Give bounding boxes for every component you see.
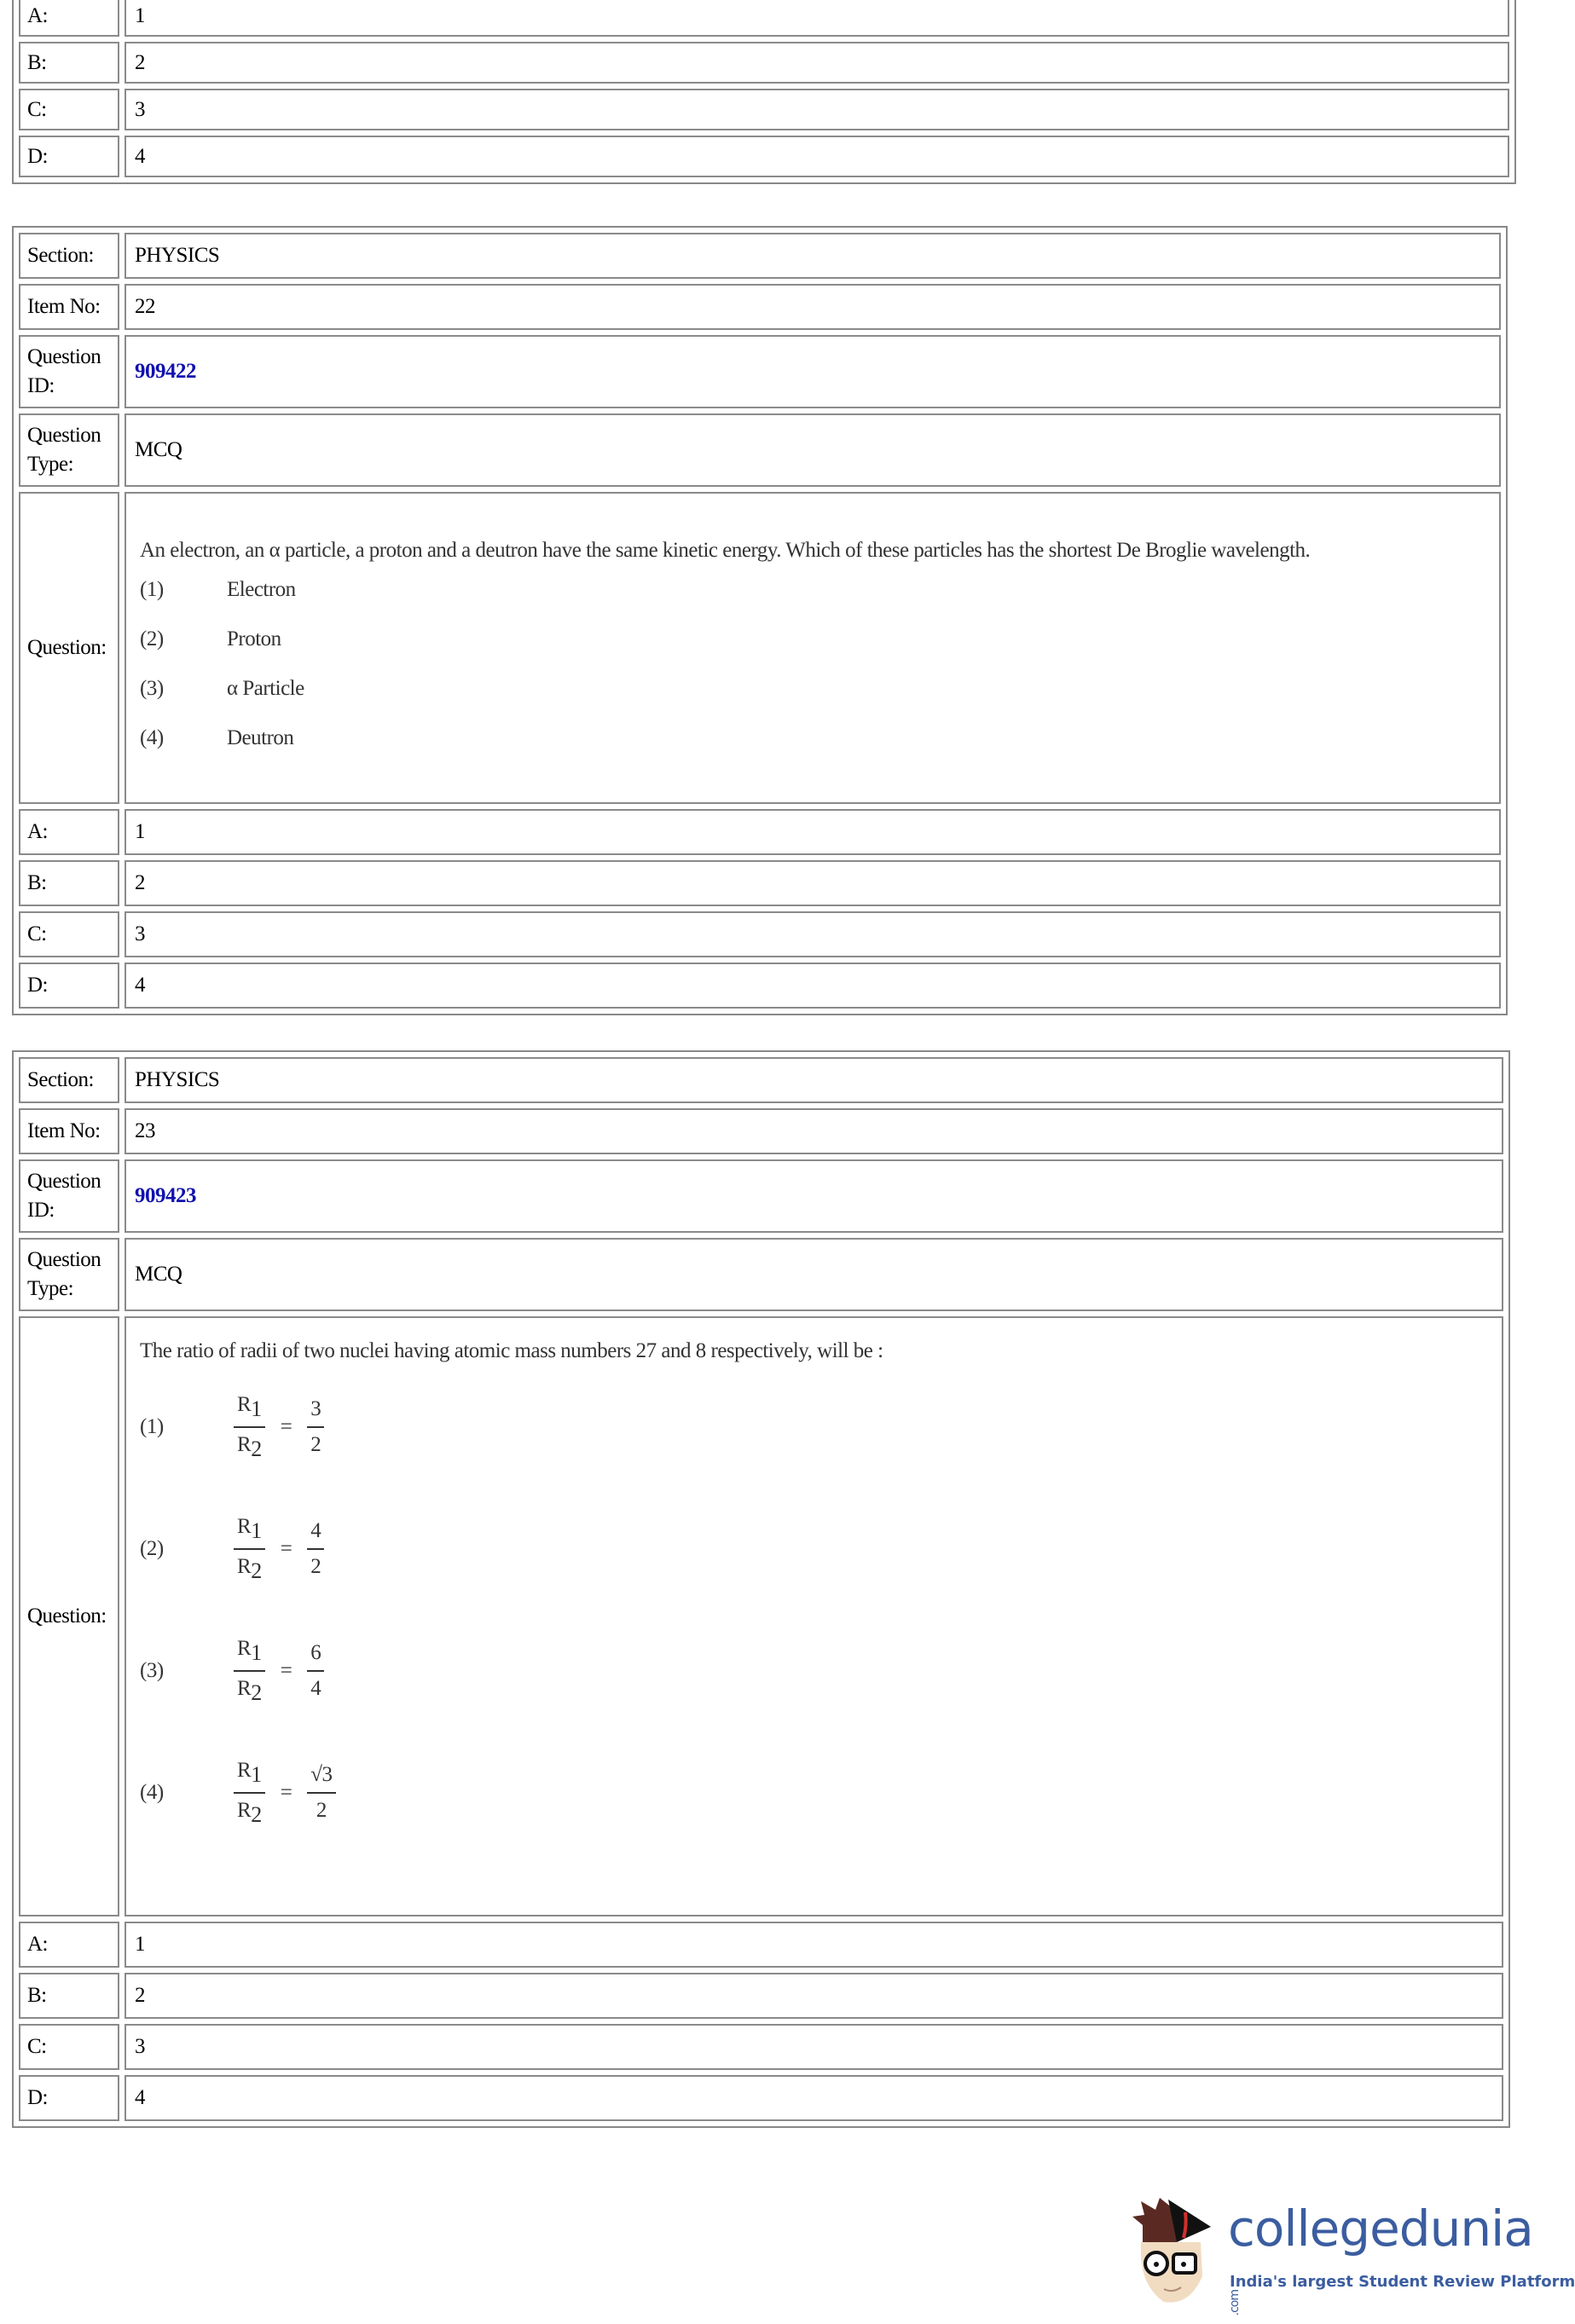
question-id: 909422	[124, 335, 1501, 408]
section-label: Section:	[19, 1057, 119, 1103]
answer-label: D:	[19, 136, 119, 177]
lhs-numerator: R	[237, 1392, 252, 1416]
answer-label: C:	[19, 89, 119, 130]
item-value: 23	[124, 1108, 1503, 1154]
answer-row-b	[19, 1973, 1503, 2019]
ratio-rhs	[307, 1392, 324, 1462]
ratio-rhs	[307, 1636, 324, 1706]
question-content	[124, 492, 1501, 804]
option-3	[140, 664, 1485, 714]
ratio-lhs	[234, 1388, 265, 1466]
answer-value: 1	[124, 809, 1501, 855]
lhs-numerator: R	[237, 1636, 252, 1660]
option-number: (1)	[140, 578, 164, 601]
lhs-denominator: R	[237, 1554, 252, 1578]
qid-label: Question ID:	[19, 1159, 119, 1233]
item-row	[19, 1108, 1503, 1154]
question-id: 909423	[124, 1159, 1503, 1233]
question-text: The ratio of radii of two nuclei having atomic mass numbers 27 and 8 respectively, will be :	[140, 1339, 883, 1362]
answer-value: 1	[124, 0, 1509, 37]
lhs-numerator-subscript: 1	[251, 1518, 262, 1543]
item-value: 22	[124, 284, 1501, 330]
lhs-denominator: R	[237, 1432, 252, 1456]
qtype-label: Question Type:	[19, 413, 119, 487]
rhs-numerator: 6	[307, 1636, 324, 1672]
answer-row-c	[19, 2024, 1503, 2070]
lhs-denominator: R	[237, 1798, 252, 1822]
answer-value: 3	[124, 911, 1501, 957]
lhs-denominator-subscript: 2	[251, 1558, 262, 1583]
option-4	[140, 714, 1485, 763]
section-label: Section:	[19, 233, 119, 279]
option-1	[140, 1366, 1488, 1488]
student-mascot-icon	[1126, 2191, 1224, 2310]
option-text: α Particle	[227, 677, 304, 700]
option-text: Deutron	[227, 726, 294, 749]
option-2	[140, 1488, 1488, 1610]
qtype-label: Question Type:	[19, 1238, 119, 1311]
rhs-numerator: 3	[307, 1392, 324, 1428]
rhs-denominator: 4	[310, 1676, 321, 1700]
qtype-row	[19, 413, 1501, 487]
brand-tagline: India's largest Student Review Platform	[1230, 2273, 1575, 2291]
option-number: (3)	[140, 1658, 164, 1682]
qid-label: Question ID:	[19, 335, 119, 408]
lhs-numerator-subscript: 1	[251, 1761, 262, 1787]
answer-label: A:	[19, 809, 119, 855]
option-number: (3)	[140, 677, 164, 700]
answer-label: D:	[19, 963, 119, 1009]
rhs-denominator: 2	[310, 1432, 321, 1456]
section-value: PHYSICS	[124, 1057, 1503, 1103]
answer-row-a	[19, 1922, 1503, 1968]
answer-value: 3	[124, 89, 1509, 130]
lhs-denominator-subscript: 2	[251, 1801, 262, 1827]
option-3	[140, 1610, 1488, 1731]
equals-sign: =	[280, 1780, 292, 1804]
option-text: Electron	[227, 578, 296, 601]
brand-name: collegedunia.com	[1228, 2200, 1533, 2315]
question-type: MCQ	[124, 413, 1501, 487]
ratio-rhs	[307, 1514, 324, 1584]
lhs-denominator-subscript: 2	[251, 1679, 262, 1705]
answer-label: B:	[19, 860, 119, 906]
question-row	[19, 492, 1501, 804]
answer-row-d	[19, 136, 1509, 177]
section-row	[19, 1057, 1503, 1103]
answer-value: 2	[124, 860, 1501, 906]
question-table-23	[12, 1050, 1510, 2128]
question-table-22	[12, 226, 1508, 1015]
option-2	[140, 615, 1485, 664]
qtype-row	[19, 1238, 1503, 1311]
lhs-numerator: R	[237, 1758, 252, 1782]
answer-label: A:	[19, 1922, 119, 1968]
ratio-lhs	[234, 1632, 265, 1710]
option-number: (4)	[140, 726, 164, 749]
rhs-numerator: √3	[307, 1758, 335, 1794]
lhs-numerator-subscript: 1	[251, 1639, 262, 1665]
option-number: (2)	[140, 627, 164, 650]
option-1	[140, 565, 1485, 615]
answer-value: 2	[124, 1973, 1503, 2019]
collegedunia-logo	[1126, 2191, 1575, 2319]
answer-value: 1	[124, 1922, 1503, 1968]
answer-value: 4	[124, 2075, 1503, 2121]
answer-label: C:	[19, 911, 119, 957]
rhs-denominator: 2	[310, 1554, 321, 1578]
answer-value: 3	[124, 2024, 1503, 2070]
answer-row-d	[19, 963, 1501, 1009]
ratio-rhs	[307, 1758, 335, 1828]
answer-row-d	[19, 2075, 1503, 2121]
option-text: Proton	[227, 627, 281, 650]
section-row	[19, 233, 1501, 279]
rhs-numerator: 4	[307, 1514, 324, 1550]
question-label: Question:	[19, 1316, 119, 1916]
answer-label: D:	[19, 2075, 119, 2121]
lhs-numerator-subscript: 1	[251, 1396, 262, 1421]
item-label: Item No:	[19, 284, 119, 330]
item-row	[19, 284, 1501, 330]
lhs-denominator: R	[237, 1676, 252, 1700]
answer-row-c	[19, 911, 1501, 957]
answer-label: B:	[19, 42, 119, 84]
item-label: Item No:	[19, 1108, 119, 1154]
question-content	[124, 1316, 1503, 1916]
equals-sign: =	[280, 1536, 292, 1560]
answer-row-c	[19, 89, 1509, 130]
question-text: An electron, an α particle, a proton and a deutron have the same kinetic energy. Which of these particles has the shortest De Broglie wavelength.	[140, 539, 1311, 562]
option-number: (4)	[140, 1780, 164, 1804]
answer-value: 2	[124, 42, 1509, 84]
ratio-lhs	[234, 1754, 265, 1832]
qid-row	[19, 1159, 1503, 1233]
option-number: (1)	[140, 1414, 164, 1438]
rhs-denominator: 2	[316, 1798, 327, 1822]
answer-value: 4	[124, 136, 1509, 177]
question-type: MCQ	[124, 1238, 1503, 1311]
answer-label: A:	[19, 0, 119, 37]
answer-label: B:	[19, 1973, 119, 2019]
ratio-lhs	[234, 1510, 265, 1588]
question-row	[19, 1316, 1503, 1916]
option-number: (2)	[140, 1536, 164, 1560]
answer-label: C:	[19, 2024, 119, 2070]
equals-sign: =	[280, 1658, 292, 1682]
answer-row-b	[19, 860, 1501, 906]
answer-row-b	[19, 42, 1509, 84]
lhs-numerator: R	[237, 1514, 252, 1538]
lhs-denominator-subscript: 2	[251, 1436, 262, 1461]
answer-row-a	[19, 809, 1501, 855]
section-value: PHYSICS	[124, 233, 1501, 279]
question-table-21	[12, 0, 1516, 184]
equals-sign: =	[280, 1414, 292, 1438]
qid-row	[19, 335, 1501, 408]
answer-row-a	[19, 0, 1509, 37]
question-label: Question:	[19, 492, 119, 804]
option-4	[140, 1731, 1488, 1853]
answer-value: 4	[124, 963, 1501, 1009]
